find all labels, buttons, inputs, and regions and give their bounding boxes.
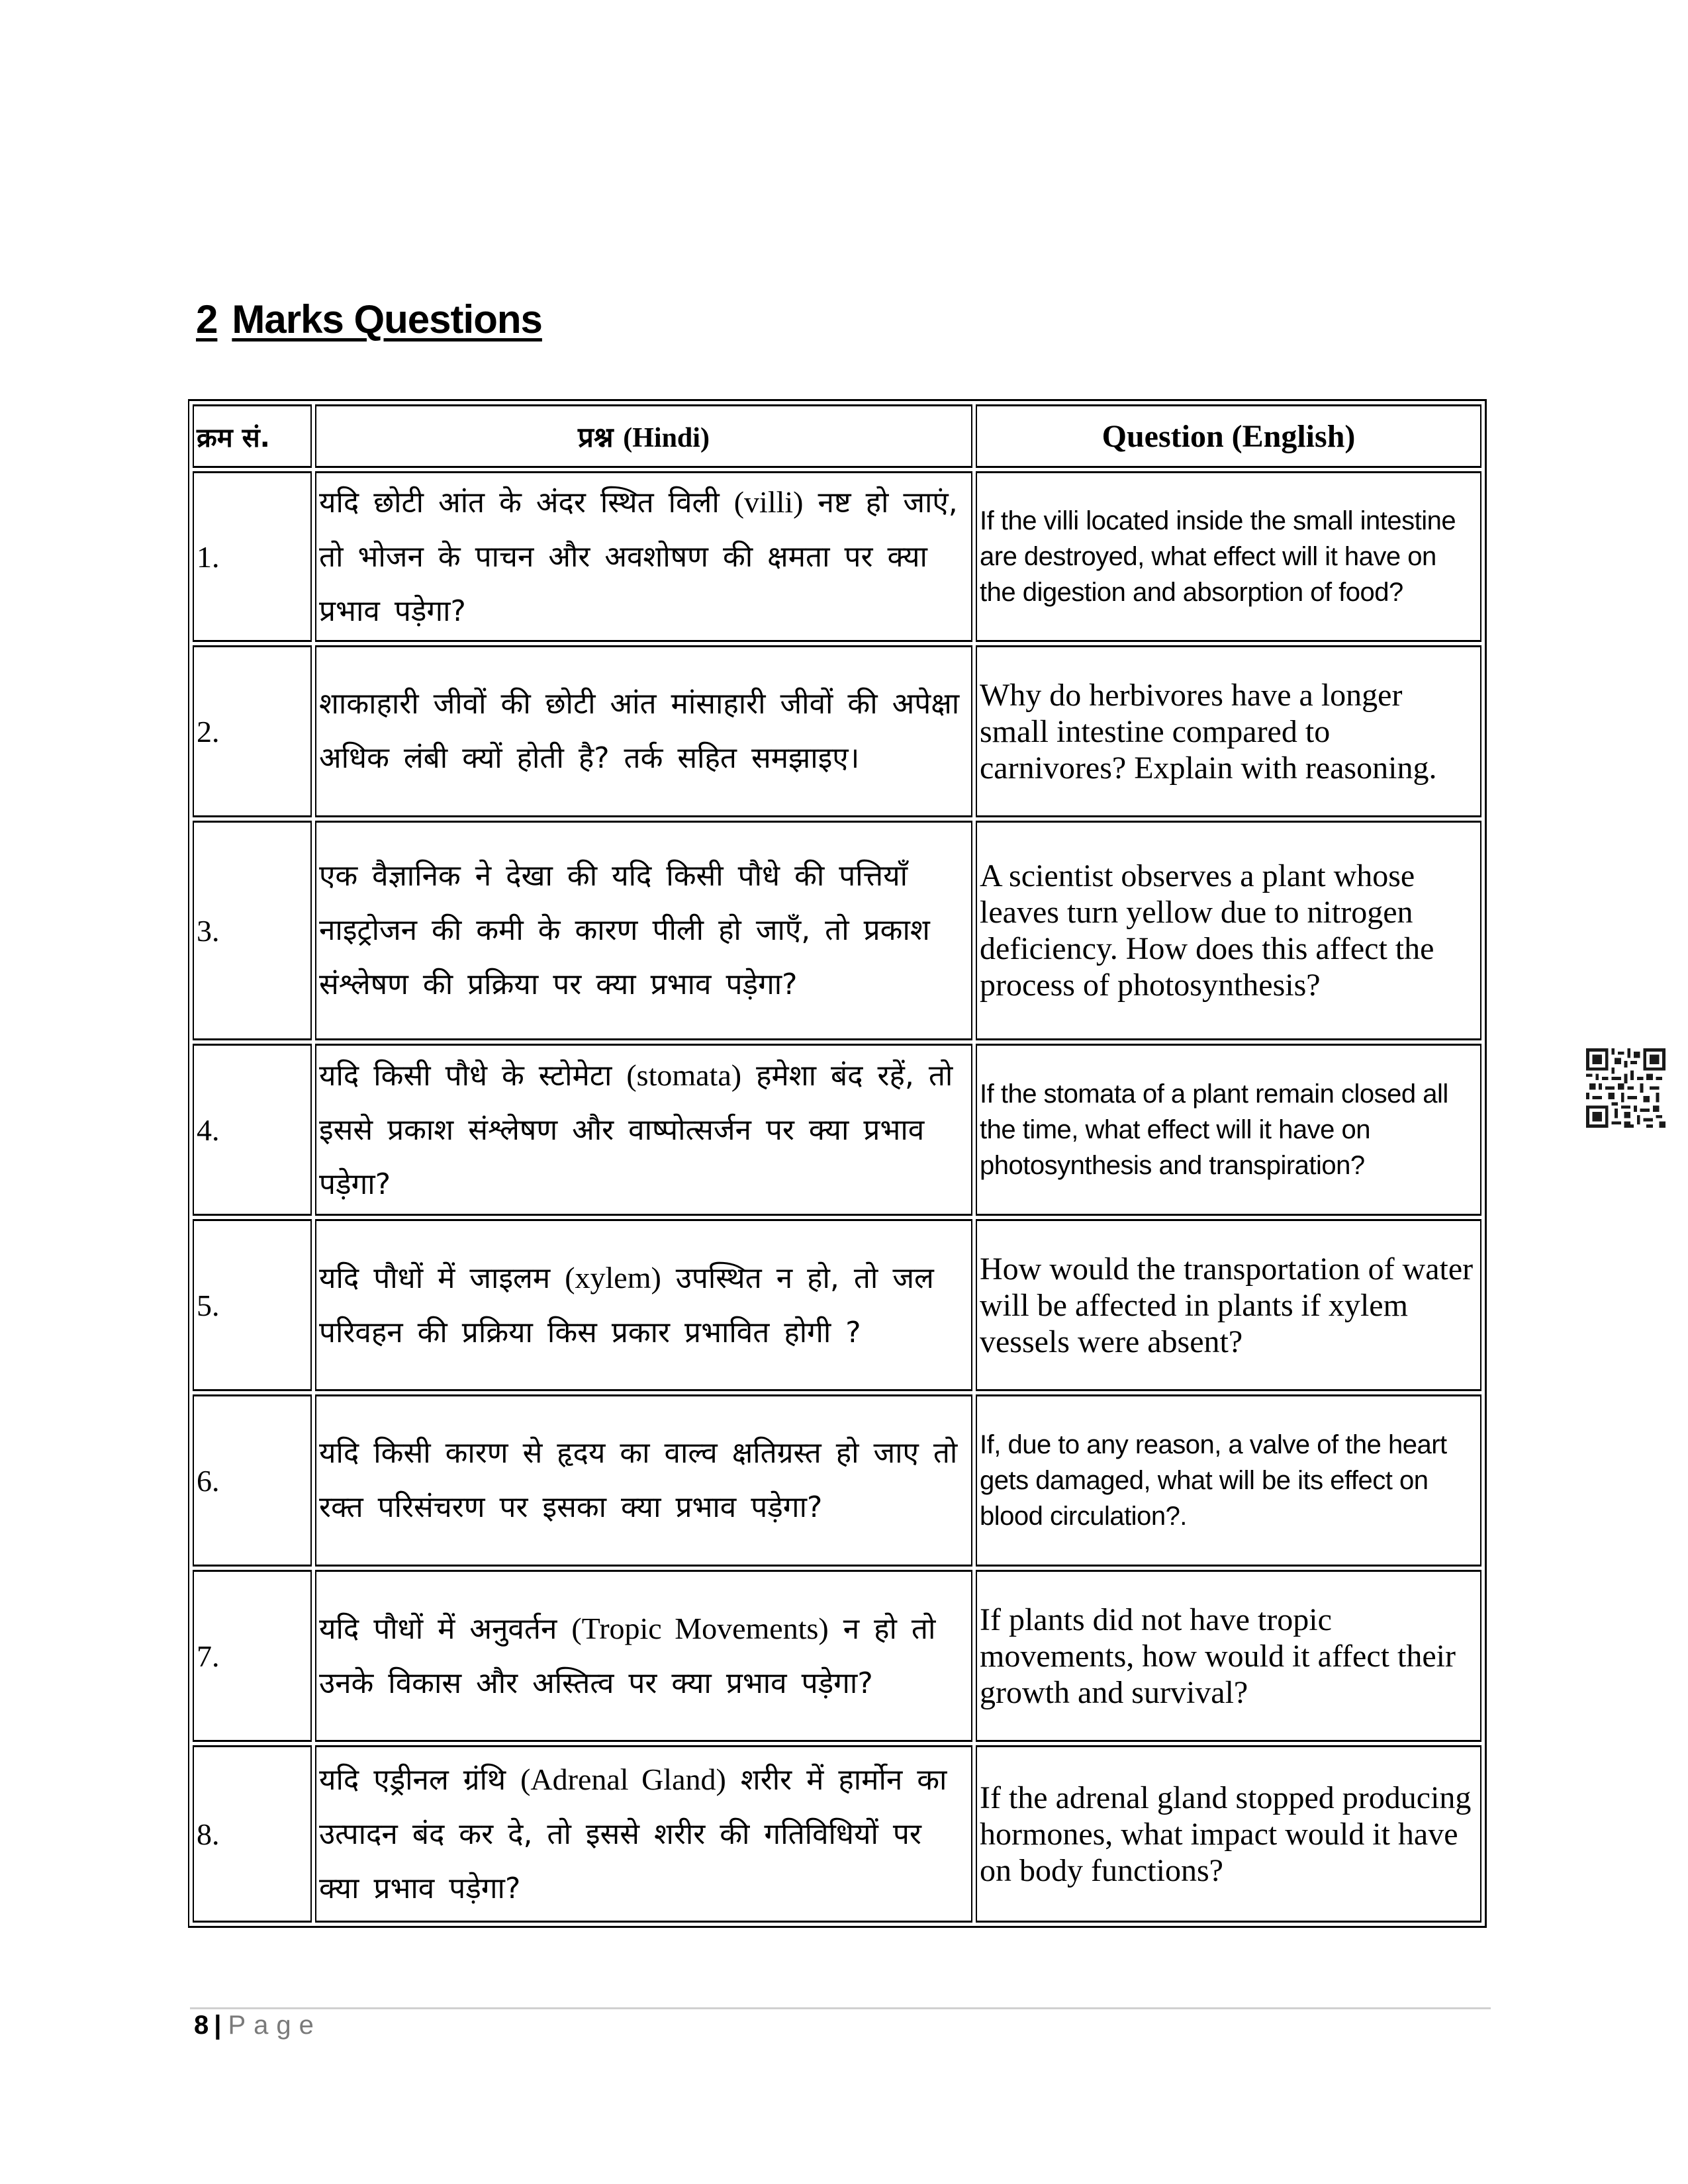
- table-row: [193, 1044, 1481, 1216]
- hindi-text: यदि छोटी आंत के अंदर स्थित विली: [319, 485, 734, 520]
- qr-code-icon: [1586, 1048, 1665, 1128]
- hindi-text: यदि किसी कारण से हृदय का वाल्व क्षतिग्रस्त हो जाए तो रक्त परिसंचरण पर इसका क्या प्रभाव पड़ेगा?: [319, 1436, 958, 1524]
- row-hindi-question: [315, 1745, 972, 1923]
- row-english-question: If plants did not have tropic movements, how would it affect their growth and survival?: [976, 1570, 1481, 1742]
- row-english-question: If the villi located inside the small intestine are destroyed, what effect will it have on the digestion and absorption of food?: [976, 471, 1481, 642]
- row-english-question: If the stomata of a plant remain closed all the time, what effect will it have on photosynthesis and transpiration?: [976, 1044, 1481, 1216]
- table-row: [193, 1745, 1481, 1923]
- row-english-question: If the adrenal gland stopped producing hormones, what impact would it have on body functions?: [976, 1745, 1481, 1923]
- table-row: [193, 821, 1481, 1040]
- table-row: [193, 1219, 1481, 1391]
- hindi-term: (villi): [733, 484, 804, 519]
- row-hindi-question: [315, 1570, 972, 1742]
- header-hindi: [315, 404, 972, 468]
- page-label: Page: [228, 2011, 322, 2040]
- footer-separator: |: [214, 2011, 222, 2040]
- row-hindi-question: [315, 1219, 972, 1391]
- hindi-term: (Adrenal Gland): [520, 1762, 726, 1796]
- table-row: [193, 645, 1481, 817]
- row-english-question: If, due to any reason, a valve of the heart gets damaged, what will be its effect on blood circulation?.: [976, 1394, 1481, 1567]
- row-serial: 8.: [193, 1745, 312, 1923]
- row-hindi-question: [315, 1044, 972, 1216]
- hindi-text: नष्ट हो जाएं, तो भोजन के पाचन और अवशोषण की क्षमता पर क्या प्रभाव पड़ेगा?: [319, 485, 958, 628]
- header-english: Question (English): [976, 404, 1481, 468]
- hindi-text: यदि एड्रीनल ग्रंथि: [319, 1762, 521, 1797]
- page-number: 8: [194, 2011, 209, 2040]
- hindi-text: उपस्थित न हो, तो जल परिवहन की प्रक्रिया किस प्रकार प्रभावित होगी ?: [319, 1261, 934, 1349]
- row-serial: 6.: [193, 1394, 312, 1567]
- row-hindi-question: [315, 645, 972, 817]
- row-hindi-question: [315, 471, 972, 642]
- row-english-question: How would the transportation of water will be affected in plants if xylem vessels were absent?: [976, 1219, 1481, 1391]
- hindi-text: शाकाहारी जीवों की छोटी आंत मांसाहारी जीवों की अपेक्षा अधिक लंबी क्यों होती है? तर्क सहित समझाइए।: [319, 687, 960, 775]
- table-row: [193, 471, 1481, 642]
- row-english-question: Why do herbivores have a longer small intestine compared to carnivores? Explain with reasoning.: [976, 645, 1481, 817]
- row-hindi-question: [315, 821, 972, 1040]
- table-row: [193, 1570, 1481, 1742]
- table-row: [193, 1394, 1481, 1567]
- row-serial: 3.: [193, 821, 312, 1040]
- hindi-text: एक वैज्ञानिक ने देखा की यदि किसी पौधे की पत्तियाँ नाइट्रोजन की कमी के कारण पीली हो जाएँ, तो प्रकाश संश्लेषण की प्रक्रिया पर क्या प्रभाव पड़ेगा?: [319, 859, 930, 1001]
- hindi-text: न हो तो उनके विकास और अस्तित्व पर क्या प्रभाव पड़ेगा?: [319, 1612, 936, 1700]
- row-serial: 2.: [193, 645, 312, 817]
- header-serial: क्रम सं.: [193, 404, 312, 468]
- row-serial: 1.: [193, 471, 312, 642]
- hindi-term: (xylem): [565, 1260, 661, 1295]
- row-serial: 7.: [193, 1570, 312, 1742]
- hindi-text: हमेशा बंद रहें, तो इससे प्रकाश संश्लेषण और वाष्पोत्सर्जन पर क्या प्रभाव पड़ेगा?: [319, 1058, 953, 1201]
- heading-title: Marks Questions: [232, 297, 542, 341]
- header-hindi-suffix: (Hindi): [623, 422, 710, 453]
- questions-table-frame: [188, 399, 1487, 1928]
- row-serial: 5.: [193, 1219, 312, 1391]
- hindi-text: यदि किसी पौधे के स्टोमेटा: [319, 1058, 627, 1093]
- row-english-question: A scientist observes a plant whose leaves turn yellow due to nitrogen deficiency. How does this affect the process of photosynthesis?: [976, 821, 1481, 1040]
- header-hindi-label: प्रश्न: [578, 420, 614, 453]
- row-serial: 4.: [193, 1044, 312, 1216]
- footer-divider: [190, 2007, 1491, 2009]
- hindi-text: यदि पौधों में जाइलम: [319, 1261, 565, 1295]
- questions-table: [189, 401, 1485, 1926]
- page-footer: [194, 2011, 322, 2040]
- hindi-term: (stomata): [626, 1058, 742, 1092]
- hindi-text: यदि पौधों में अनुवर्तन: [319, 1612, 572, 1646]
- table-header-row: [193, 404, 1481, 468]
- hindi-text: शरीर में हार्मोन का उत्पादन बंद कर दे, तो इससे शरीर की गतिविधियों पर क्या प्रभाव पड़ेगा?: [319, 1762, 947, 1905]
- row-hindi-question: [315, 1394, 972, 1567]
- heading-number: 2: [196, 297, 218, 341]
- hindi-term: (Tropic Movements): [571, 1611, 829, 1645]
- page-heading: [196, 296, 542, 342]
